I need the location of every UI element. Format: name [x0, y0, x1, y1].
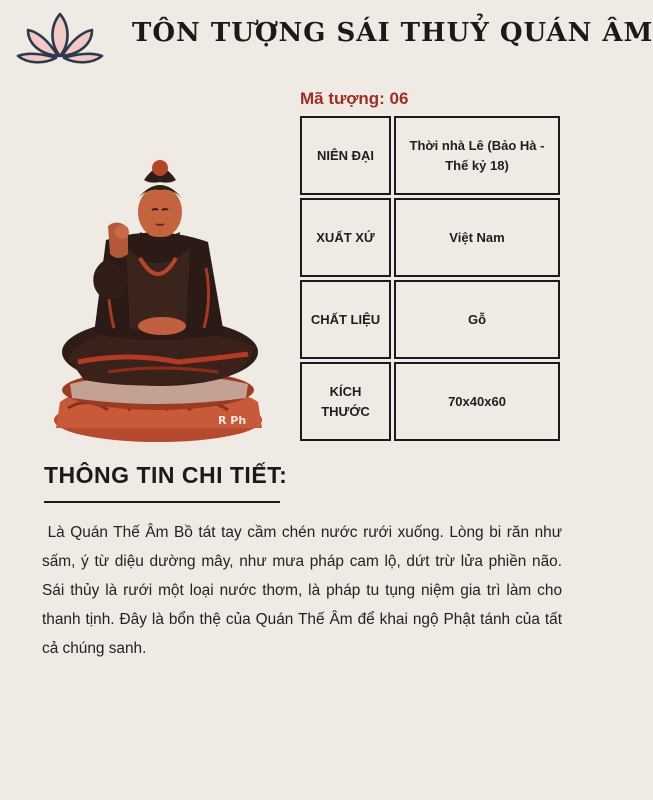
page-title: TÔN TƯỢNG SÁI THUỶ QUÁN ÂM: [132, 18, 653, 48]
label-material: CHẤT LIỆU: [300, 280, 391, 359]
heading-divider: [44, 501, 280, 503]
label-origin: XUẤT XỨ: [300, 198, 391, 277]
label-dimensions: KÍCH THƯỚC: [300, 362, 391, 441]
value-origin: Việt Nam: [394, 198, 560, 277]
svg-text:R Ph: R Ph: [218, 414, 247, 427]
lotus-icon: [14, 10, 106, 70]
statue-image: [48, 158, 270, 440]
details-heading: THÔNG TIN CHI TIẾT:: [44, 462, 288, 488]
info-table: [300, 116, 560, 442]
label-era: NIÊN ĐẠI: [300, 116, 391, 195]
value-era: Thời nhà Lê (Bảo Hà - Thế kỷ 18): [394, 116, 560, 195]
header: [0, 0, 653, 80]
value-dimensions: 70x40x60: [394, 362, 560, 441]
statue-code: Mã tượng: 06: [300, 89, 409, 108]
value-material: Gỗ: [394, 280, 560, 359]
details-text: Là Quán Thế Âm Bồ tát tay cầm chén nước rưới xuống. Lòng bi răn như sấm, ý từ diệu dường mây, như mưa pháp cam lộ, dứt trừ lửa phiền não. Sái thủy là rưới một loại nước thơm, là pháp tu tụng niệm gia trì làm cho thanh tịnh. Đây là bổn thệ của Quán Thế Âm để khai ngộ Phật tánh của tất cả chúng sanh.: [42, 524, 567, 657]
